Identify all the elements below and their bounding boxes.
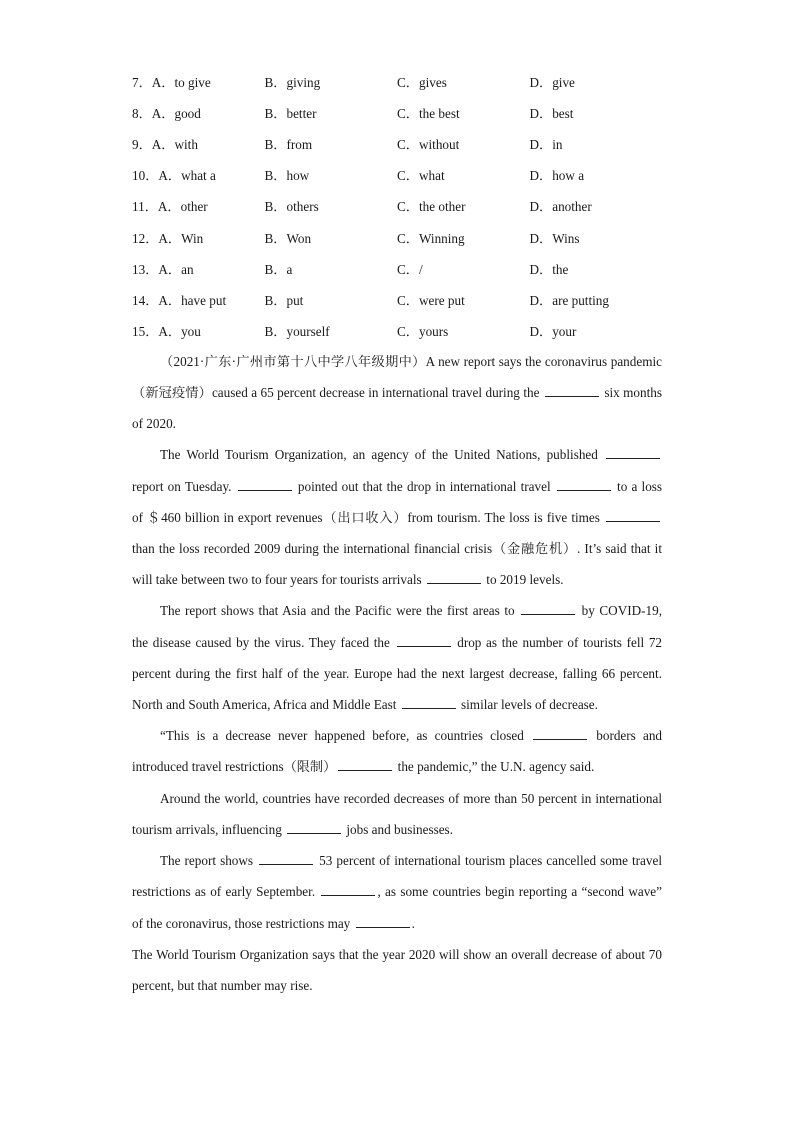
answer-blank[interactable] — [557, 478, 611, 491]
option-row — [132, 159, 662, 190]
paragraph-2: The World Tourism Organization, an agency of the United Nations, published report on Tuesday. pointed out that the drop in international travel to a loss of ＄460 billion in export revenues（出口收入）from tourism. The loss is five times than the loss recorded 2009 during the international financial crisis（金融危机）. It’s said that it will take between two to four years for tourists arrivals to 2019 levels. — [132, 447, 663, 588]
paragraph-7: The World Tourism Organization says that the year 2020 will show an overall decrease of about 70 percent, but that number may rise. — [132, 946, 662, 993]
option-row — [132, 284, 662, 315]
option-c[interactable]: C．gives — [397, 75, 447, 91]
option-d[interactable]: D．Wins — [529, 230, 580, 246]
option-d[interactable]: D．best — [529, 106, 574, 122]
option-b[interactable]: B．yourself — [264, 323, 330, 339]
option-d[interactable]: D．in — [529, 137, 563, 153]
option-a[interactable]: 11．A．other — [132, 199, 208, 215]
option-a[interactable]: 15．A．you — [132, 323, 201, 339]
answer-blank[interactable] — [402, 696, 456, 709]
option-a[interactable]: 9．A．with — [132, 137, 198, 153]
option-b[interactable]: B．a — [264, 261, 293, 277]
option-b[interactable]: B．from — [264, 137, 313, 153]
option-row — [132, 221, 662, 252]
answer-blank[interactable] — [533, 727, 587, 740]
option-c[interactable]: C．the best — [397, 106, 460, 122]
paragraph-1: （2021·广东·广州市第十八中学八年级期中）A new report says the coronavirus pandemic（新冠疫情）caused a 65 percent decrease in international travel during the six months of 2020. — [132, 353, 662, 432]
option-row — [132, 315, 662, 346]
option-row — [132, 128, 662, 159]
paragraph-6: The report shows 53 percent of international tourism places cancelled some travel restrictions as of early September. , as some countries begin reporting a “second wave” of the coronavirus, those restrictions may . — [132, 853, 663, 931]
document-page — [132, 66, 662, 1001]
option-a[interactable]: 10．A．what a — [132, 168, 216, 184]
option-row — [132, 66, 662, 97]
option-row — [132, 253, 662, 284]
paragraph-3: The report shows that Asia and the Pacific were the first areas to by COVID-19, the disease caused by the virus. They faced the drop as the number of tourists fell 72 percent during the first half of the year. Europe had the next largest decrease, falling 66 percent. North and South America, Africa and Middle East similar levels of decrease. — [132, 603, 663, 713]
option-b[interactable]: B．better — [264, 106, 317, 122]
option-c[interactable]: C．Winning — [397, 230, 465, 246]
answer-blank[interactable] — [321, 883, 375, 896]
option-a[interactable]: 13．A．an — [132, 261, 194, 277]
option-a[interactable]: 8．A．good — [132, 106, 201, 122]
answer-blank[interactable] — [606, 509, 660, 522]
option-a[interactable]: 12．A．Win — [132, 230, 204, 246]
source-note: （2021·广东·广州市第十八中学八年级期中） — [160, 353, 426, 369]
option-b[interactable]: B．others — [264, 199, 319, 215]
paragraph-4: “This is a decrease never happened before, as countries closed borders and introduced travel restrictions（限制） the pandemic,” the U.N. agency said. — [132, 728, 663, 775]
option-c[interactable]: C．/ — [397, 261, 423, 277]
option-d[interactable]: D．are putting — [529, 292, 609, 308]
option-d[interactable]: D．another — [529, 199, 592, 215]
answer-blank[interactable] — [397, 634, 451, 647]
answer-blank[interactable] — [606, 446, 660, 459]
answer-blank[interactable] — [356, 915, 410, 928]
option-d[interactable]: D．the — [529, 261, 569, 277]
option-c[interactable]: C．without — [397, 137, 460, 153]
answer-blank[interactable] — [259, 852, 313, 865]
options-list — [132, 66, 662, 346]
option-c[interactable]: C．the other — [397, 199, 466, 215]
option-b[interactable]: B．put — [264, 292, 304, 308]
option-b[interactable]: B．Won — [264, 230, 312, 246]
option-d[interactable]: D．give — [529, 75, 575, 91]
answer-blank[interactable] — [287, 821, 341, 834]
option-b[interactable]: B．how — [264, 168, 310, 184]
option-row — [132, 97, 662, 128]
answer-blank[interactable] — [338, 758, 392, 771]
option-b[interactable]: B．giving — [264, 75, 321, 91]
answer-blank[interactable] — [427, 571, 481, 584]
answer-blank[interactable] — [238, 478, 292, 491]
option-c[interactable]: C．yours — [397, 323, 449, 339]
answer-blank[interactable] — [545, 384, 599, 397]
option-c[interactable]: C．what — [397, 168, 445, 184]
option-row — [132, 190, 662, 221]
option-d[interactable]: D．how a — [529, 168, 585, 184]
cloze-passage — [132, 346, 662, 1001]
paragraph-5: Around the world, countries have recorded decreases of more than 50 percent in international tourism arrivals, influencing jobs and businesses. — [132, 790, 662, 837]
answer-blank[interactable] — [521, 602, 575, 615]
option-a[interactable]: 7．A．to give — [132, 75, 211, 91]
option-d[interactable]: D．your — [529, 323, 577, 339]
option-c[interactable]: C．were put — [397, 292, 465, 308]
option-a[interactable]: 14．A．have put — [132, 292, 227, 308]
